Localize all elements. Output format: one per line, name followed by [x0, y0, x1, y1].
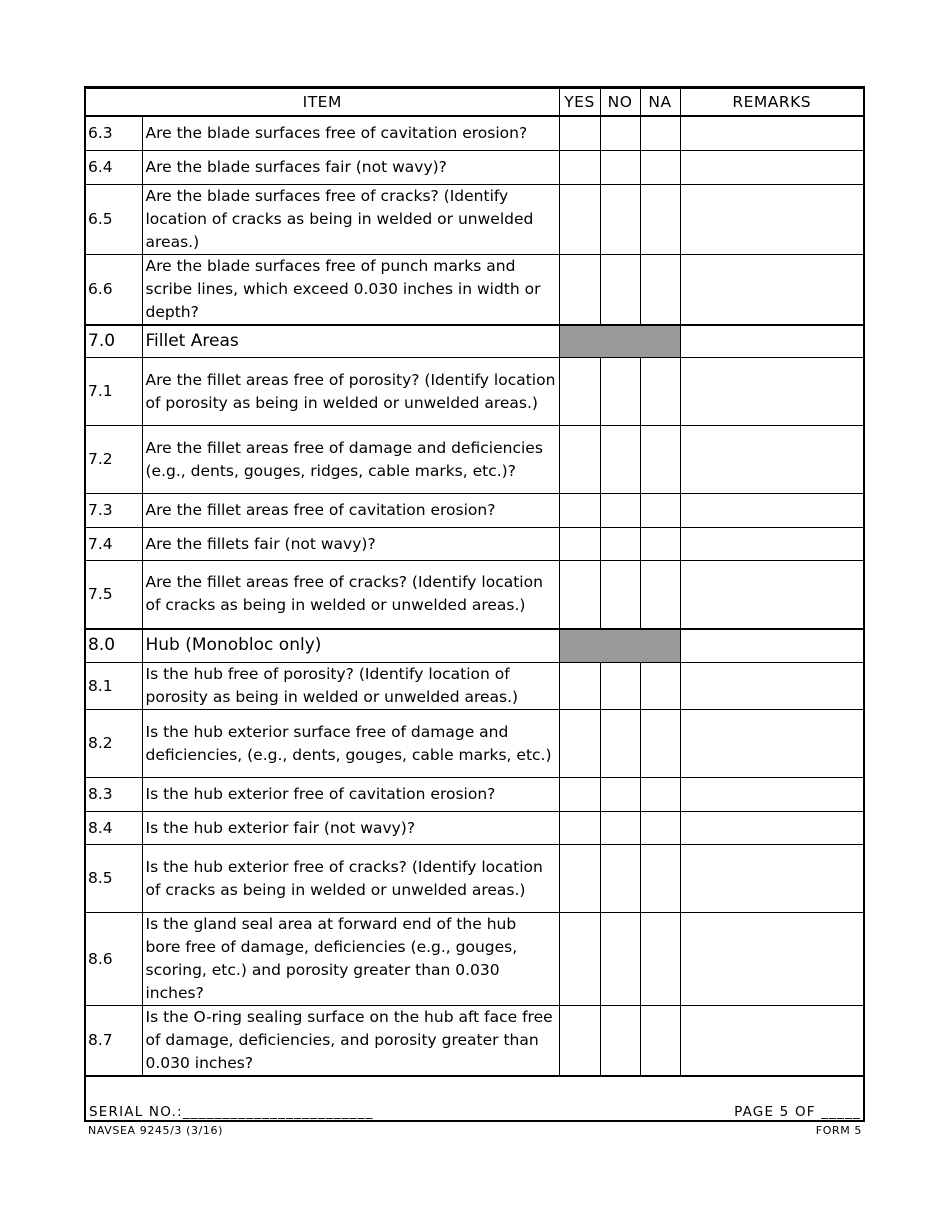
- inspection-table: [86, 88, 863, 1077]
- remarks-cell[interactable]: [680, 561, 863, 629]
- yes-checkbox-cell[interactable]: [559, 845, 600, 913]
- item-question: Are the blade surfaces free of cracks? (Identify location of cracks as being in welded or unwelded areas.): [142, 184, 559, 254]
- page-number: PAGE 5 OF _____: [734, 1104, 861, 1120]
- item-number: 8.3: [86, 778, 142, 812]
- yes-checkbox-cell[interactable]: [559, 561, 600, 629]
- yes-checkbox-cell[interactable]: [559, 710, 600, 778]
- na-checkbox-cell[interactable]: [640, 254, 680, 325]
- item-question: Are the fillet areas free of damage and deficiencies (e.g., dents, gouges, ridges, cable marks, etc.)?: [142, 426, 559, 494]
- table-body: [86, 116, 863, 1076]
- remarks-cell[interactable]: [680, 778, 863, 812]
- no-checkbox-cell[interactable]: [600, 1006, 640, 1077]
- header-yes: YES: [559, 89, 600, 117]
- remarks-cell[interactable]: [680, 426, 863, 494]
- table-row: [86, 116, 863, 150]
- table-row: [86, 184, 863, 254]
- no-checkbox-cell[interactable]: [600, 426, 640, 494]
- item-number: 8.5: [86, 845, 142, 913]
- inspection-form: [84, 86, 865, 1122]
- item-number: 8.6: [86, 913, 142, 1006]
- remarks-cell[interactable]: [680, 150, 863, 184]
- item-question: Are the fillet areas free of cracks? (Identify location of cracks as being in welded or unwelded areas.): [142, 561, 559, 629]
- no-checkbox-cell[interactable]: [600, 812, 640, 845]
- item-number: 6.5: [86, 184, 142, 254]
- na-checkbox-cell[interactable]: [640, 710, 680, 778]
- item-number: 7.5: [86, 561, 142, 629]
- remarks-cell[interactable]: [680, 812, 863, 845]
- table-row: [86, 561, 863, 629]
- table-row: [86, 150, 863, 184]
- item-number: 7.4: [86, 528, 142, 561]
- na-checkbox-cell[interactable]: [640, 426, 680, 494]
- item-number: 7.1: [86, 358, 142, 426]
- na-checkbox-cell[interactable]: [640, 663, 680, 710]
- no-checkbox-cell[interactable]: [600, 184, 640, 254]
- na-checkbox-cell[interactable]: [640, 184, 680, 254]
- table-row: [86, 913, 863, 1006]
- shaded-cell: [559, 325, 680, 358]
- no-checkbox-cell[interactable]: [600, 561, 640, 629]
- remarks-cell[interactable]: [680, 629, 863, 663]
- yes-checkbox-cell[interactable]: [559, 663, 600, 710]
- yes-checkbox-cell[interactable]: [559, 150, 600, 184]
- section-title: Fillet Areas: [142, 325, 559, 358]
- table-row: [86, 812, 863, 845]
- item-number: 8.0: [86, 629, 142, 663]
- na-checkbox-cell[interactable]: [640, 812, 680, 845]
- item-question: Is the hub exterior fair (not wavy)?: [142, 812, 559, 845]
- item-number: 8.7: [86, 1006, 142, 1077]
- no-checkbox-cell[interactable]: [600, 494, 640, 528]
- item-question: Are the blade surfaces fair (not wavy)?: [142, 150, 559, 184]
- item-number: 7.2: [86, 426, 142, 494]
- item-number: 8.2: [86, 710, 142, 778]
- item-number: 6.4: [86, 150, 142, 184]
- remarks-cell[interactable]: [680, 710, 863, 778]
- yes-checkbox-cell[interactable]: [559, 778, 600, 812]
- no-checkbox-cell[interactable]: [600, 913, 640, 1006]
- table-row: [86, 778, 863, 812]
- header-remarks: REMARKS: [680, 89, 863, 117]
- na-checkbox-cell[interactable]: [640, 358, 680, 426]
- remarks-cell[interactable]: [680, 845, 863, 913]
- remarks-cell[interactable]: [680, 325, 863, 358]
- item-number: 8.4: [86, 812, 142, 845]
- yes-checkbox-cell[interactable]: [559, 913, 600, 1006]
- item-question: Is the hub exterior free of cracks? (Identify location of cracks as being in welded or unwelded areas.): [142, 845, 559, 913]
- yes-checkbox-cell[interactable]: [559, 1006, 600, 1077]
- table-row: [86, 710, 863, 778]
- remarks-cell[interactable]: [680, 663, 863, 710]
- yes-checkbox-cell[interactable]: [559, 184, 600, 254]
- na-checkbox-cell[interactable]: [640, 528, 680, 561]
- na-checkbox-cell[interactable]: [640, 845, 680, 913]
- yes-checkbox-cell[interactable]: [559, 528, 600, 561]
- na-checkbox-cell[interactable]: [640, 150, 680, 184]
- table-row: [86, 358, 863, 426]
- no-checkbox-cell[interactable]: [600, 150, 640, 184]
- header-na: NA: [640, 89, 680, 117]
- no-checkbox-cell[interactable]: [600, 358, 640, 426]
- na-checkbox-cell[interactable]: [640, 1006, 680, 1077]
- header-no: NO: [600, 89, 640, 117]
- table-row: [86, 254, 863, 325]
- table-row: [86, 845, 863, 913]
- table-row: [86, 494, 863, 528]
- item-question: Are the fillet areas free of cavitation erosion?: [142, 494, 559, 528]
- yes-checkbox-cell[interactable]: [559, 812, 600, 845]
- remarks-cell[interactable]: [680, 184, 863, 254]
- header-item: ITEM: [86, 89, 559, 117]
- item-number: 7.0: [86, 325, 142, 358]
- item-number: 6.6: [86, 254, 142, 325]
- item-question: Is the hub free of porosity? (Identify location of porosity as being in welded or unwelded areas.): [142, 663, 559, 710]
- remarks-cell[interactable]: [680, 528, 863, 561]
- shaded-cell: [559, 629, 680, 663]
- item-question: Are the blade surfaces free of cavitation erosion?: [142, 116, 559, 150]
- serial-number-field[interactable]: SERIAL NO.:________________________: [89, 1104, 374, 1120]
- item-question: Are the blade surfaces free of punch marks and scribe lines, which exceed 0.030 inches in width or depth?: [142, 254, 559, 325]
- form-code: NAVSEA 9245/3 (3/16): [88, 1124, 224, 1137]
- remarks-cell[interactable]: [680, 116, 863, 150]
- header-row: [86, 89, 863, 117]
- table-row: [86, 426, 863, 494]
- item-question: Are the fillets fair (not wavy)?: [142, 528, 559, 561]
- item-number: 7.3: [86, 494, 142, 528]
- na-checkbox-cell[interactable]: [640, 116, 680, 150]
- section-row: [86, 629, 863, 663]
- remarks-cell[interactable]: [680, 358, 863, 426]
- item-question: Is the O-ring sealing surface on the hub aft face free of damage, deficiencies, and porosity greater than 0.030 inches?: [142, 1006, 559, 1077]
- section-row: [86, 325, 863, 358]
- item-question: Are the fillet areas free of porosity? (Identify location of porosity as being in welded or unwelded areas.): [142, 358, 559, 426]
- item-number: 8.1: [86, 663, 142, 710]
- yes-checkbox-cell[interactable]: [559, 426, 600, 494]
- form-number: FORM 5: [815, 1124, 862, 1137]
- item-number: 6.3: [86, 116, 142, 150]
- no-checkbox-cell[interactable]: [600, 663, 640, 710]
- remarks-cell[interactable]: [680, 913, 863, 1006]
- section-title: Hub (Monobloc only): [142, 629, 559, 663]
- no-checkbox-cell[interactable]: [600, 845, 640, 913]
- na-checkbox-cell[interactable]: [640, 778, 680, 812]
- na-checkbox-cell[interactable]: [640, 913, 680, 1006]
- na-checkbox-cell[interactable]: [640, 494, 680, 528]
- remarks-cell[interactable]: [680, 494, 863, 528]
- table-row: [86, 1006, 863, 1077]
- yes-checkbox-cell[interactable]: [559, 254, 600, 325]
- remarks-cell[interactable]: [680, 254, 863, 325]
- table-row: [86, 528, 863, 561]
- remarks-cell[interactable]: [680, 1006, 863, 1077]
- no-checkbox-cell[interactable]: [600, 710, 640, 778]
- item-question: Is the hub exterior free of cavitation erosion?: [142, 778, 559, 812]
- no-checkbox-cell[interactable]: [600, 778, 640, 812]
- no-checkbox-cell[interactable]: [600, 528, 640, 561]
- item-question: Is the gland seal area at forward end of the hub bore free of damage, deficiencies (e.g., gouges, scoring, etc.) and porosity greater than 0.030 inches?: [142, 913, 559, 1006]
- no-checkbox-cell[interactable]: [600, 116, 640, 150]
- yes-checkbox-cell[interactable]: [559, 358, 600, 426]
- no-checkbox-cell[interactable]: [600, 254, 640, 325]
- item-question: Is the hub exterior surface free of damage and deficiencies, (e.g., dents, gouges, cable marks, etc.): [142, 710, 559, 778]
- table-row: [86, 663, 863, 710]
- yes-checkbox-cell[interactable]: [559, 116, 600, 150]
- yes-checkbox-cell[interactable]: [559, 494, 600, 528]
- na-checkbox-cell[interactable]: [640, 561, 680, 629]
